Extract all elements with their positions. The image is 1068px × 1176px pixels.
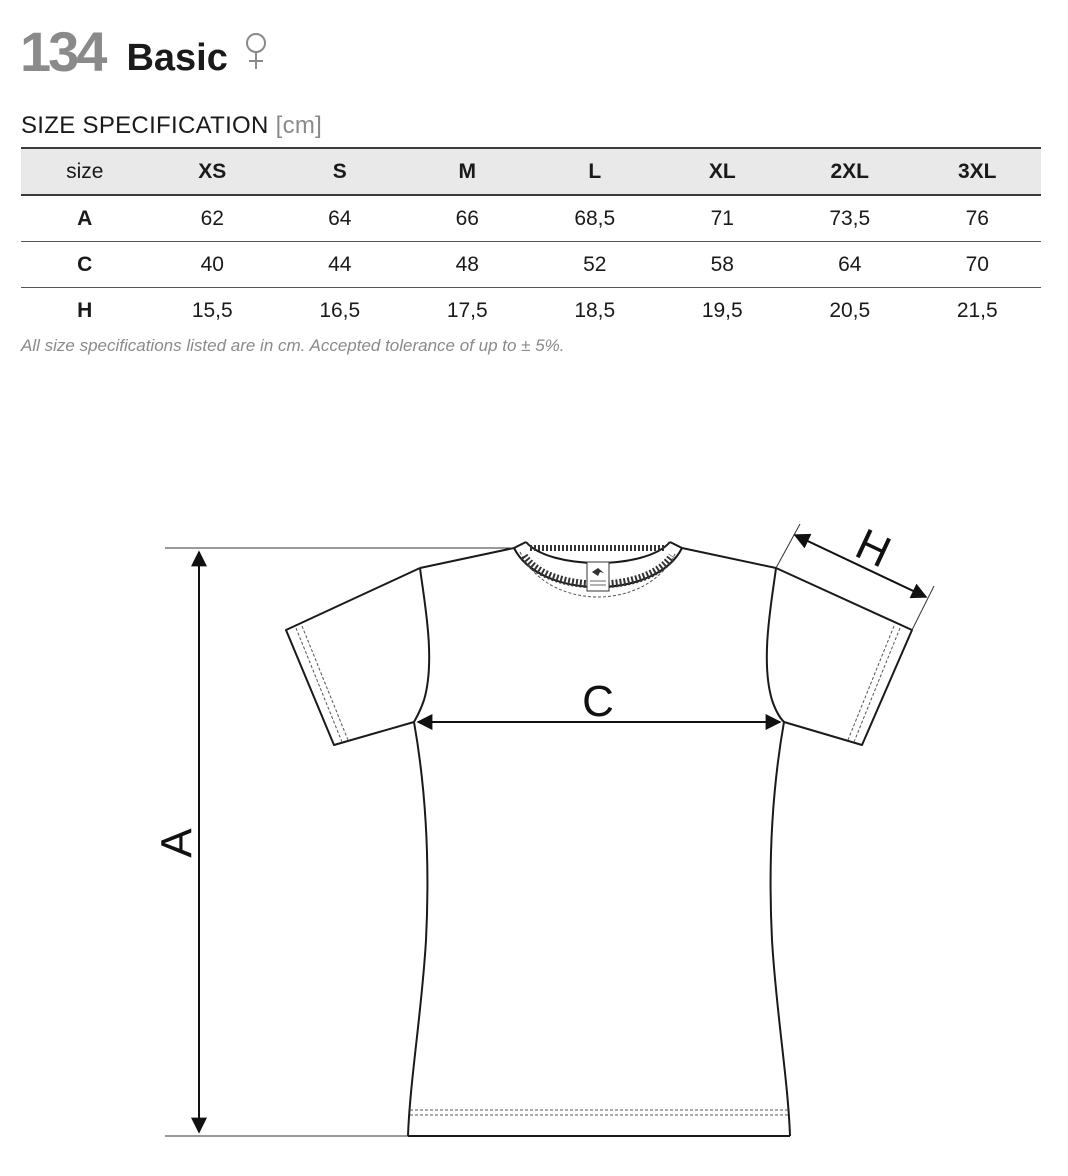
label-a: A [152, 828, 202, 858]
row-label: A [21, 195, 149, 242]
table-cell: 19,5 [701, 298, 743, 322]
row-label: C [21, 242, 149, 288]
table-cell: 17,5 [446, 298, 488, 322]
table-cell: 66 [404, 195, 532, 242]
table-cell: 73,5 [786, 195, 914, 242]
table-cell: 18,5 [574, 298, 616, 322]
spec-title-text: SIZE SPECIFICATION [21, 112, 269, 139]
table-cell: 62 [149, 195, 277, 242]
table-cell: 15,5 [191, 298, 233, 322]
table-cell: 64 [786, 242, 914, 288]
measurement-a [153, 548, 514, 1136]
measurement-h [776, 519, 934, 630]
table-cell: 48 [404, 242, 532, 288]
table-cell: 52 [531, 242, 659, 288]
tshirt-outline [286, 542, 912, 1136]
table-cell: 20,5 [829, 298, 871, 322]
column-header: 3XL [914, 148, 1042, 195]
tolerance-note: All size specifications listed are in cm. Accepted tolerance of up to ± 5%. [21, 336, 565, 355]
row-label: H [77, 298, 93, 322]
measurement-c [418, 677, 780, 726]
table-cell: 68,5 [531, 195, 659, 242]
column-header: L [531, 148, 659, 195]
column-header: size [21, 148, 149, 195]
table-cell: 44 [276, 242, 404, 288]
table-cell: 16,5 [319, 298, 361, 322]
column-header: 2XL [786, 148, 914, 195]
table-cell: 21,5 [956, 298, 998, 322]
table-cell: 70 [914, 242, 1042, 288]
table-cell: 64 [276, 195, 404, 242]
table-cell: 58 [659, 242, 787, 288]
column-header: M [404, 148, 532, 195]
product-code: 134 [20, 20, 105, 83]
column-header: S [276, 148, 404, 195]
label-c: C [582, 677, 614, 726]
column-header: XL [659, 148, 787, 195]
table-cell: 76 [914, 195, 1042, 242]
spec-unit: [cm] [275, 112, 323, 139]
table-cell: 71 [659, 195, 787, 242]
product-name: Basic [126, 37, 228, 79]
table-cell: 40 [149, 242, 277, 288]
neck-label-icon [587, 562, 609, 591]
column-header: XS [149, 148, 277, 195]
stitch-lines [296, 552, 900, 1115]
label-h: H [848, 519, 898, 578]
